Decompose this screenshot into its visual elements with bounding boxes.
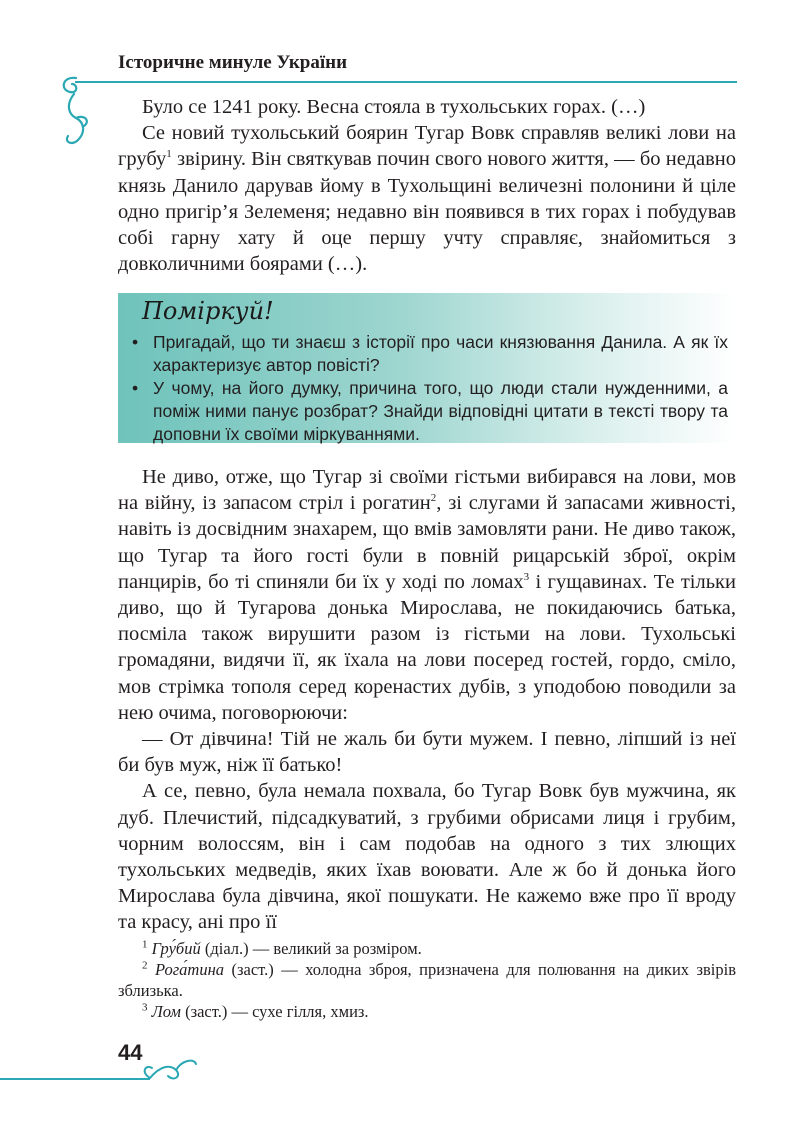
footer-rule	[0, 1078, 150, 1080]
footnotes	[118, 938, 736, 1022]
running-head: Історичне минуле України	[118, 52, 348, 73]
body-paragraph-2: — От дівчина! Тій не жаль би бути мужем. І певно, ліпший із неї би був муж, ніж її батько!	[118, 728, 736, 777]
footnote-ref-3: 3	[523, 570, 530, 583]
intro-paragraph-2: Се новий тухольський боярин Тугар Вовк справляв великі лови на грубу$^1$ звірину. Він святкував почин свого нового життя, — бо недавно князь Данило дарував йому в Тухольщині величезні полонини й ціле одно пригір’я Зелеменя; недавно він появився в тих горах і побудував собі гарну хату й оце першу учту справляє, знайомиться з довколичними боярами (…).	[118, 122, 736, 276]
body-paragraph-1: Не диво, отже, що Тугар зі своїми гістьми вибирався на лови, мов на війну, із запасом стріл і рогатин$^2$, зі слугами й запасами живності, навіть із досвідним знахарем, що вмів замовляти рани. Не диво також, що Тугар та його гості були в повній рицарській зброї, окрім панцирів, бо ті спиняли би їх у ході по ломах$^3$ і гущавинах. Те тільки диво, що й Тугарова донька Мирослава, не покидаючись батька, посміла також вирушити разом із гістьми на лови. Тухольські громадяни, видячи її, як їхала на лови посеред гостей, гордо, сміло, мов стрімка тополя серед коренастих дубів, з уподобою поводили за нею очима, поговорюючи:	[118, 466, 736, 724]
header-rule	[75, 81, 737, 83]
page-number: 44	[118, 1040, 143, 1065]
reflect-item: • Пригадай, що ти знаєш з історії про часи князювання Данила. А як їх характеризує автор повісті?	[132, 332, 728, 375]
intro-text	[118, 94, 736, 277]
bullet-icon: •	[132, 378, 139, 398]
footnote-3: $^3$ Лом (заст.) — сухе гілля, хмиз.	[142, 1001, 369, 1021]
reflect-title: Поміркуй!	[142, 297, 274, 325]
intro-paragraph-1: Було се 1241 року. Весна стояла в тухольських горах. (…)	[142, 96, 646, 118]
decorative-swirl-icon	[56, 70, 96, 150]
footnote-2: $^2$ Рога́тина (заст.) — холодна зброя, призначена для полювання на диких звірів зблизька.	[118, 959, 737, 1000]
main-text	[118, 464, 736, 936]
body-paragraph-3: А се, певно, була немала похвала, бо Тугар Вовк був мужчина, як дуб. Плечистий, підсадкуватий, з грубими обрисами лиця і грубим, чорним волоссям, він і сам подобав на одного з тих злющих тухольських медведів, яких їхав воювати. Але ж бо й донька його Мирослава була дівчина, якої пошукати. Не кажемо вже про її вроду та красу, ані про її	[118, 780, 736, 934]
footer-swirl-icon	[0, 1042, 200, 1082]
footnote-ref-1: 1	[166, 148, 172, 161]
footnote-1: $^1$ Гру́бий (діал.) — великий за розміром.	[142, 938, 422, 958]
reflect-item: • У чому, на його думку, причина того, що люди стали нужденними, а поміж ними панує розбрат? Знайди відповідні цитати в тексті твору та доповни їх своїми міркуваннями.	[132, 378, 728, 444]
footnote-ref-2: 2	[430, 492, 437, 505]
bullet-icon: •	[132, 332, 139, 352]
reflect-list	[128, 331, 728, 446]
reflect-box	[118, 293, 736, 443]
